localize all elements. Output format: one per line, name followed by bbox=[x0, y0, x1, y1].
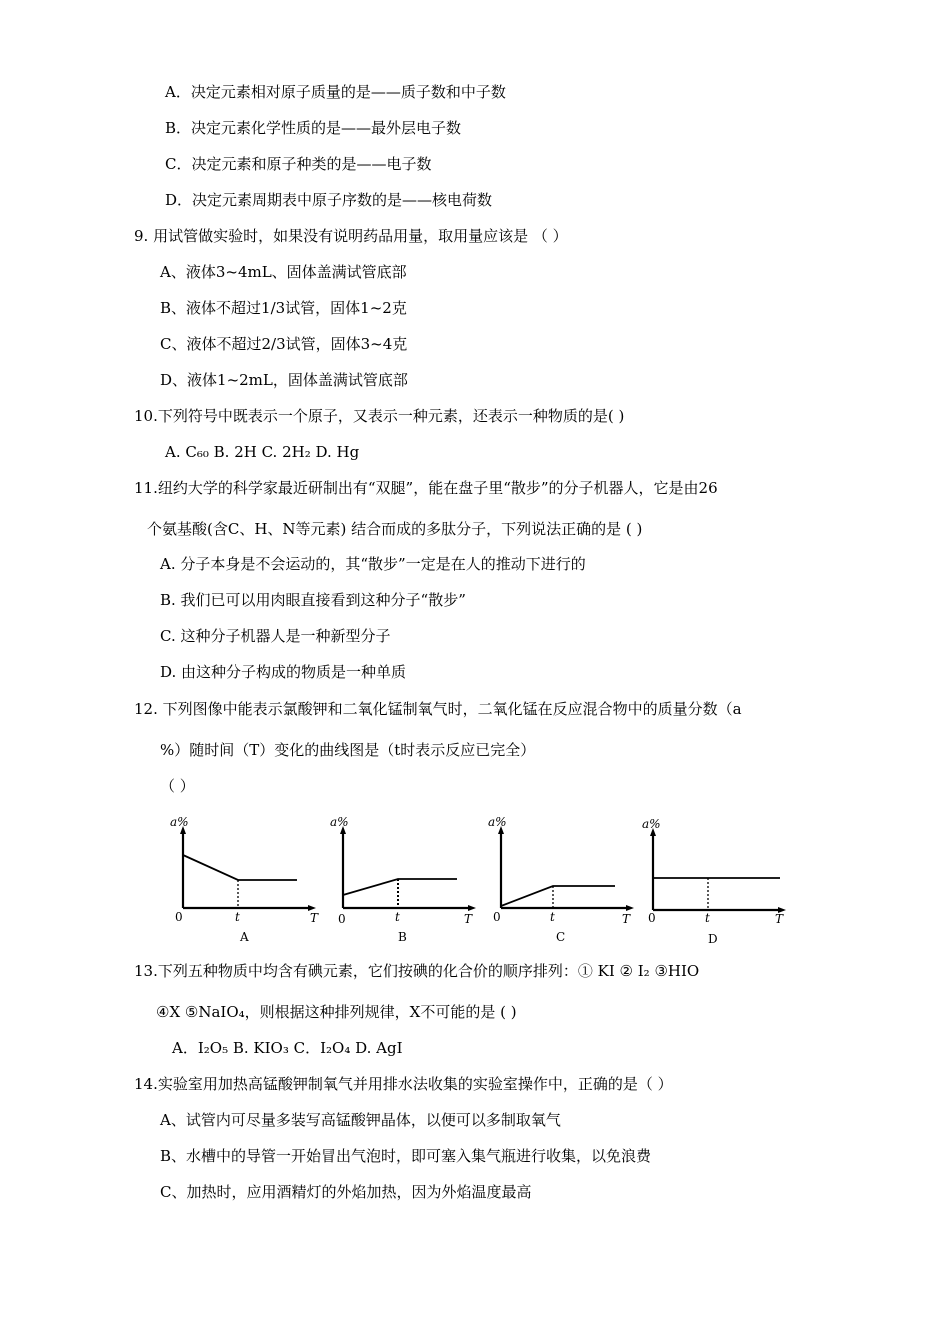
graph-a-t: t bbox=[235, 910, 240, 924]
q9-option-d: D、液体1~2mL，固体盖满试管底部 bbox=[160, 371, 408, 389]
q13-stem-line1: 13.下列五种物质中均含有碘元素，它们按碘的化合价的顺序排列：① KI ② I₂ ③HIO bbox=[134, 962, 700, 980]
graph-b-t: t bbox=[395, 910, 400, 924]
graph-c-curve bbox=[501, 886, 615, 906]
q10-options: A. C₆₀ B. 2H C. 2H₂ D. Hg bbox=[165, 443, 360, 461]
q8-option-c: C．决定元素和原子种类的是——电子数 bbox=[165, 155, 432, 173]
q11-stem-line1: 11.纽约大学的科学家最近研制出有“双腿”，能在盘子里“散步”的分子机器人，它是由26 bbox=[134, 479, 718, 497]
graph-d-origin: 0 bbox=[648, 911, 656, 925]
q11-option-c: C. 这种分子机器人是一种新型分子 bbox=[160, 627, 391, 645]
q13-stem-line2: ④X ⑤NaIO₄，则根据这种排列规律，X不可能的是 ( ) bbox=[156, 1003, 517, 1021]
graph-b-curve bbox=[343, 879, 457, 895]
q14-option-b: B、水槽中的导管一开始冒出气泡时，即可塞入集气瓶进行收集，以免浪费 bbox=[160, 1147, 652, 1165]
graph-d-xlabel: T bbox=[775, 912, 784, 926]
graph-a-plot bbox=[160, 810, 319, 950]
graph-a-ylabel: a% bbox=[170, 815, 189, 829]
graph-b-plot bbox=[320, 810, 473, 950]
graph-a bbox=[160, 810, 319, 950]
graph-a-origin: 0 bbox=[175, 910, 183, 924]
graph-a-xlabel: T bbox=[310, 911, 319, 925]
q11-stem-line2: 个氨基酸(含C、H、N等元素) 结合而成的多肽分子，下列说法正确的是 ( ) bbox=[147, 520, 643, 538]
graph-a-curve bbox=[183, 855, 297, 880]
graph-d-plot bbox=[635, 810, 785, 950]
graph-d-ylabel: a% bbox=[642, 817, 661, 831]
q8-option-a: A．决定元素相对原子质量的是——质子数和中子数 bbox=[165, 83, 506, 101]
graph-c-xlabel: T bbox=[622, 912, 631, 926]
graph-c-ylabel: a% bbox=[488, 815, 507, 829]
graph-c bbox=[478, 810, 631, 950]
q10-stem: 10.下列符号中既表示一个原子，又表示一种元素，还表示一种物质的是( ) bbox=[134, 407, 625, 425]
q8-option-b: B．决定元素化学性质的是——最外层电子数 bbox=[165, 119, 462, 137]
graph-c-origin: 0 bbox=[493, 910, 501, 924]
q12-stem-line2: %）随时间（T）变化的曲线图是（t时表示反应已完全） bbox=[160, 741, 536, 759]
q11-option-b: B. 我们已可以用肉眼直接看到这种分子“散步” bbox=[160, 591, 466, 609]
graph-b-caption: B bbox=[398, 930, 407, 944]
q9-option-c: C、液体不超过2/3试管，固体3~4克 bbox=[160, 335, 408, 353]
graph-d-caption: D bbox=[708, 932, 718, 946]
q9-option-b: B、液体不超过1/3试管，固体1~2克 bbox=[160, 299, 407, 317]
graph-b-origin: 0 bbox=[338, 912, 346, 926]
q14-option-a: A、试管内可尽量多装写高锰酸钾晶体，以便可以多制取氧气 bbox=[160, 1111, 561, 1129]
graph-c-t: t bbox=[550, 910, 555, 924]
graph-b-xlabel: T bbox=[464, 912, 473, 926]
q13-options: A．I₂O₅ B. KIO₃ C．I₂O₄ D. AgI bbox=[172, 1039, 403, 1057]
graph-c-caption: C bbox=[556, 930, 566, 944]
graph-b-ylabel: a% bbox=[330, 815, 349, 829]
q12-answer-blank: （ ） bbox=[160, 777, 195, 795]
graph-d bbox=[635, 810, 785, 950]
q14-option-c: C、加热时，应用酒精灯的外焰加热，因为外焰温度最高 bbox=[160, 1183, 532, 1201]
q9-stem: 9. 用试管做实验时，如果没有说明药品用量，取用量应该是 （ ） bbox=[134, 227, 568, 245]
graph-c-plot bbox=[478, 810, 631, 950]
graph-a-caption: A bbox=[240, 930, 249, 944]
graph-b bbox=[320, 810, 473, 950]
q11-option-d: D. 由这种分子构成的物质是一种单质 bbox=[160, 663, 407, 681]
q11-option-a: A. 分子本身是不会运动的，其“散步”一定是在人的推动下进行的 bbox=[160, 555, 586, 573]
q9-option-a: A、液体3~4mL、固体盖满试管底部 bbox=[160, 263, 407, 281]
q12-graph-options bbox=[160, 810, 800, 950]
q14-stem: 14.实验室用加热高锰酸钾制氧气并用排水法收集的实验室操作中，正确的是（ ） bbox=[134, 1075, 673, 1093]
graph-d-t: t bbox=[705, 911, 710, 925]
q8-option-d: D．决定元素周期表中原子序数的是——核电荷数 bbox=[165, 191, 493, 209]
q12-stem-line1: 12. 下列图像中能表示氯酸钾和二氧化锰制氧气时，二氧化锰在反应混合物中的质量分数（a bbox=[134, 700, 742, 718]
